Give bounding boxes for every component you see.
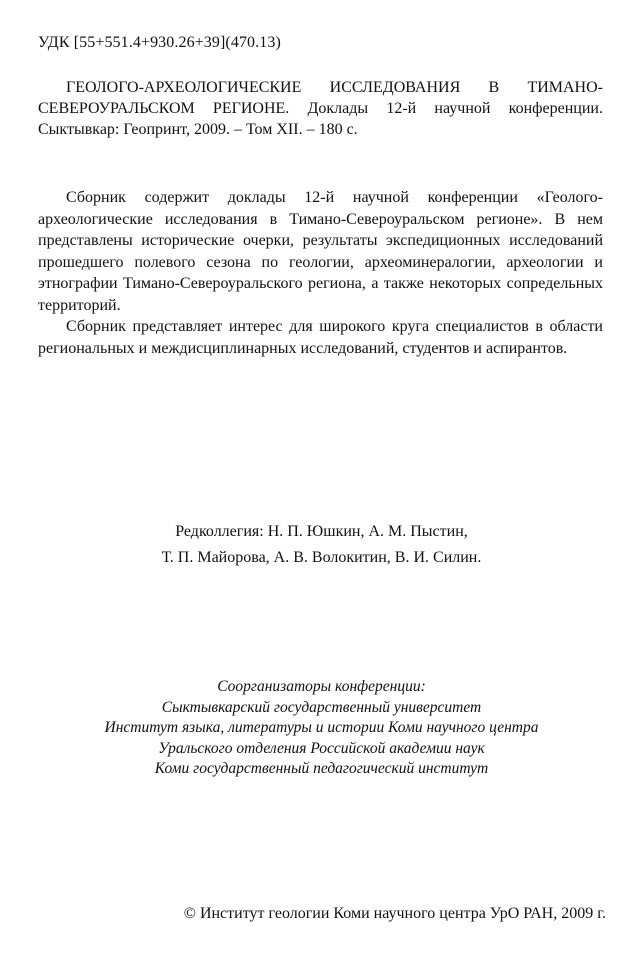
co-organizer-line: Институт языка, литературы и истории Коми научного центра [104,719,539,736]
editorial-board-line-2: Т. П. Майорова, А. В. Волокитин, В. И. Силин. [161,549,482,566]
udc-code: УДК [55+551.4+930.26+39](470.13) [38,34,281,51]
annotation [38,187,603,359]
editorial-board [0,519,643,571]
co-organizer-line: Уральского отделения Российской академии наук [158,739,485,757]
bibliographic-record: ГЕОЛОГО-АРХЕОЛОГИЧЕСКИЕ ИССЛЕДОВАНИЯ В ТИМАНО-СЕВЕРОУРАЛЬСКОМ РЕГИОНЕ. Доклады 12-й научной конференции. Сыктывкар: Геопринт, 2009. – Том XII. – 180 с. [38,79,603,138]
copyright-notice: © Институт геологии Коми научного центра УрО РАН, 2009 г. [183,905,606,922]
co-organizer-line: Коми государственный педагогический институт [154,760,489,777]
co-organizers-heading: Соорганизаторы конференции: [217,678,426,695]
co-organizer-line: Сыктывкарский государственный университет [161,698,482,716]
annotation-paragraph-1: Сборник содержит доклады 12-й научной конференции «Геолого-археологические исследования в Тимано-Североуральском регионе». В нем представлены исторические очерки, результаты экспедиционных исследований прошедшего полевого сезона по геологии, археоминералогии, археологии и этнографии Тимано-Североуральского региона, а также некоторых сопредельных территорий. [38,189,603,314]
editorial-board-line-1: Редколлегия: Н. П. Юшкин, А. М. Пыстин, [175,523,468,540]
co-organizers [0,677,643,780]
annotation-paragraph-2: Сборник представляет интерес для широкого круга специалистов в области региональных и междисциплинарных исследований, студентов и аспирантов. [38,318,603,357]
